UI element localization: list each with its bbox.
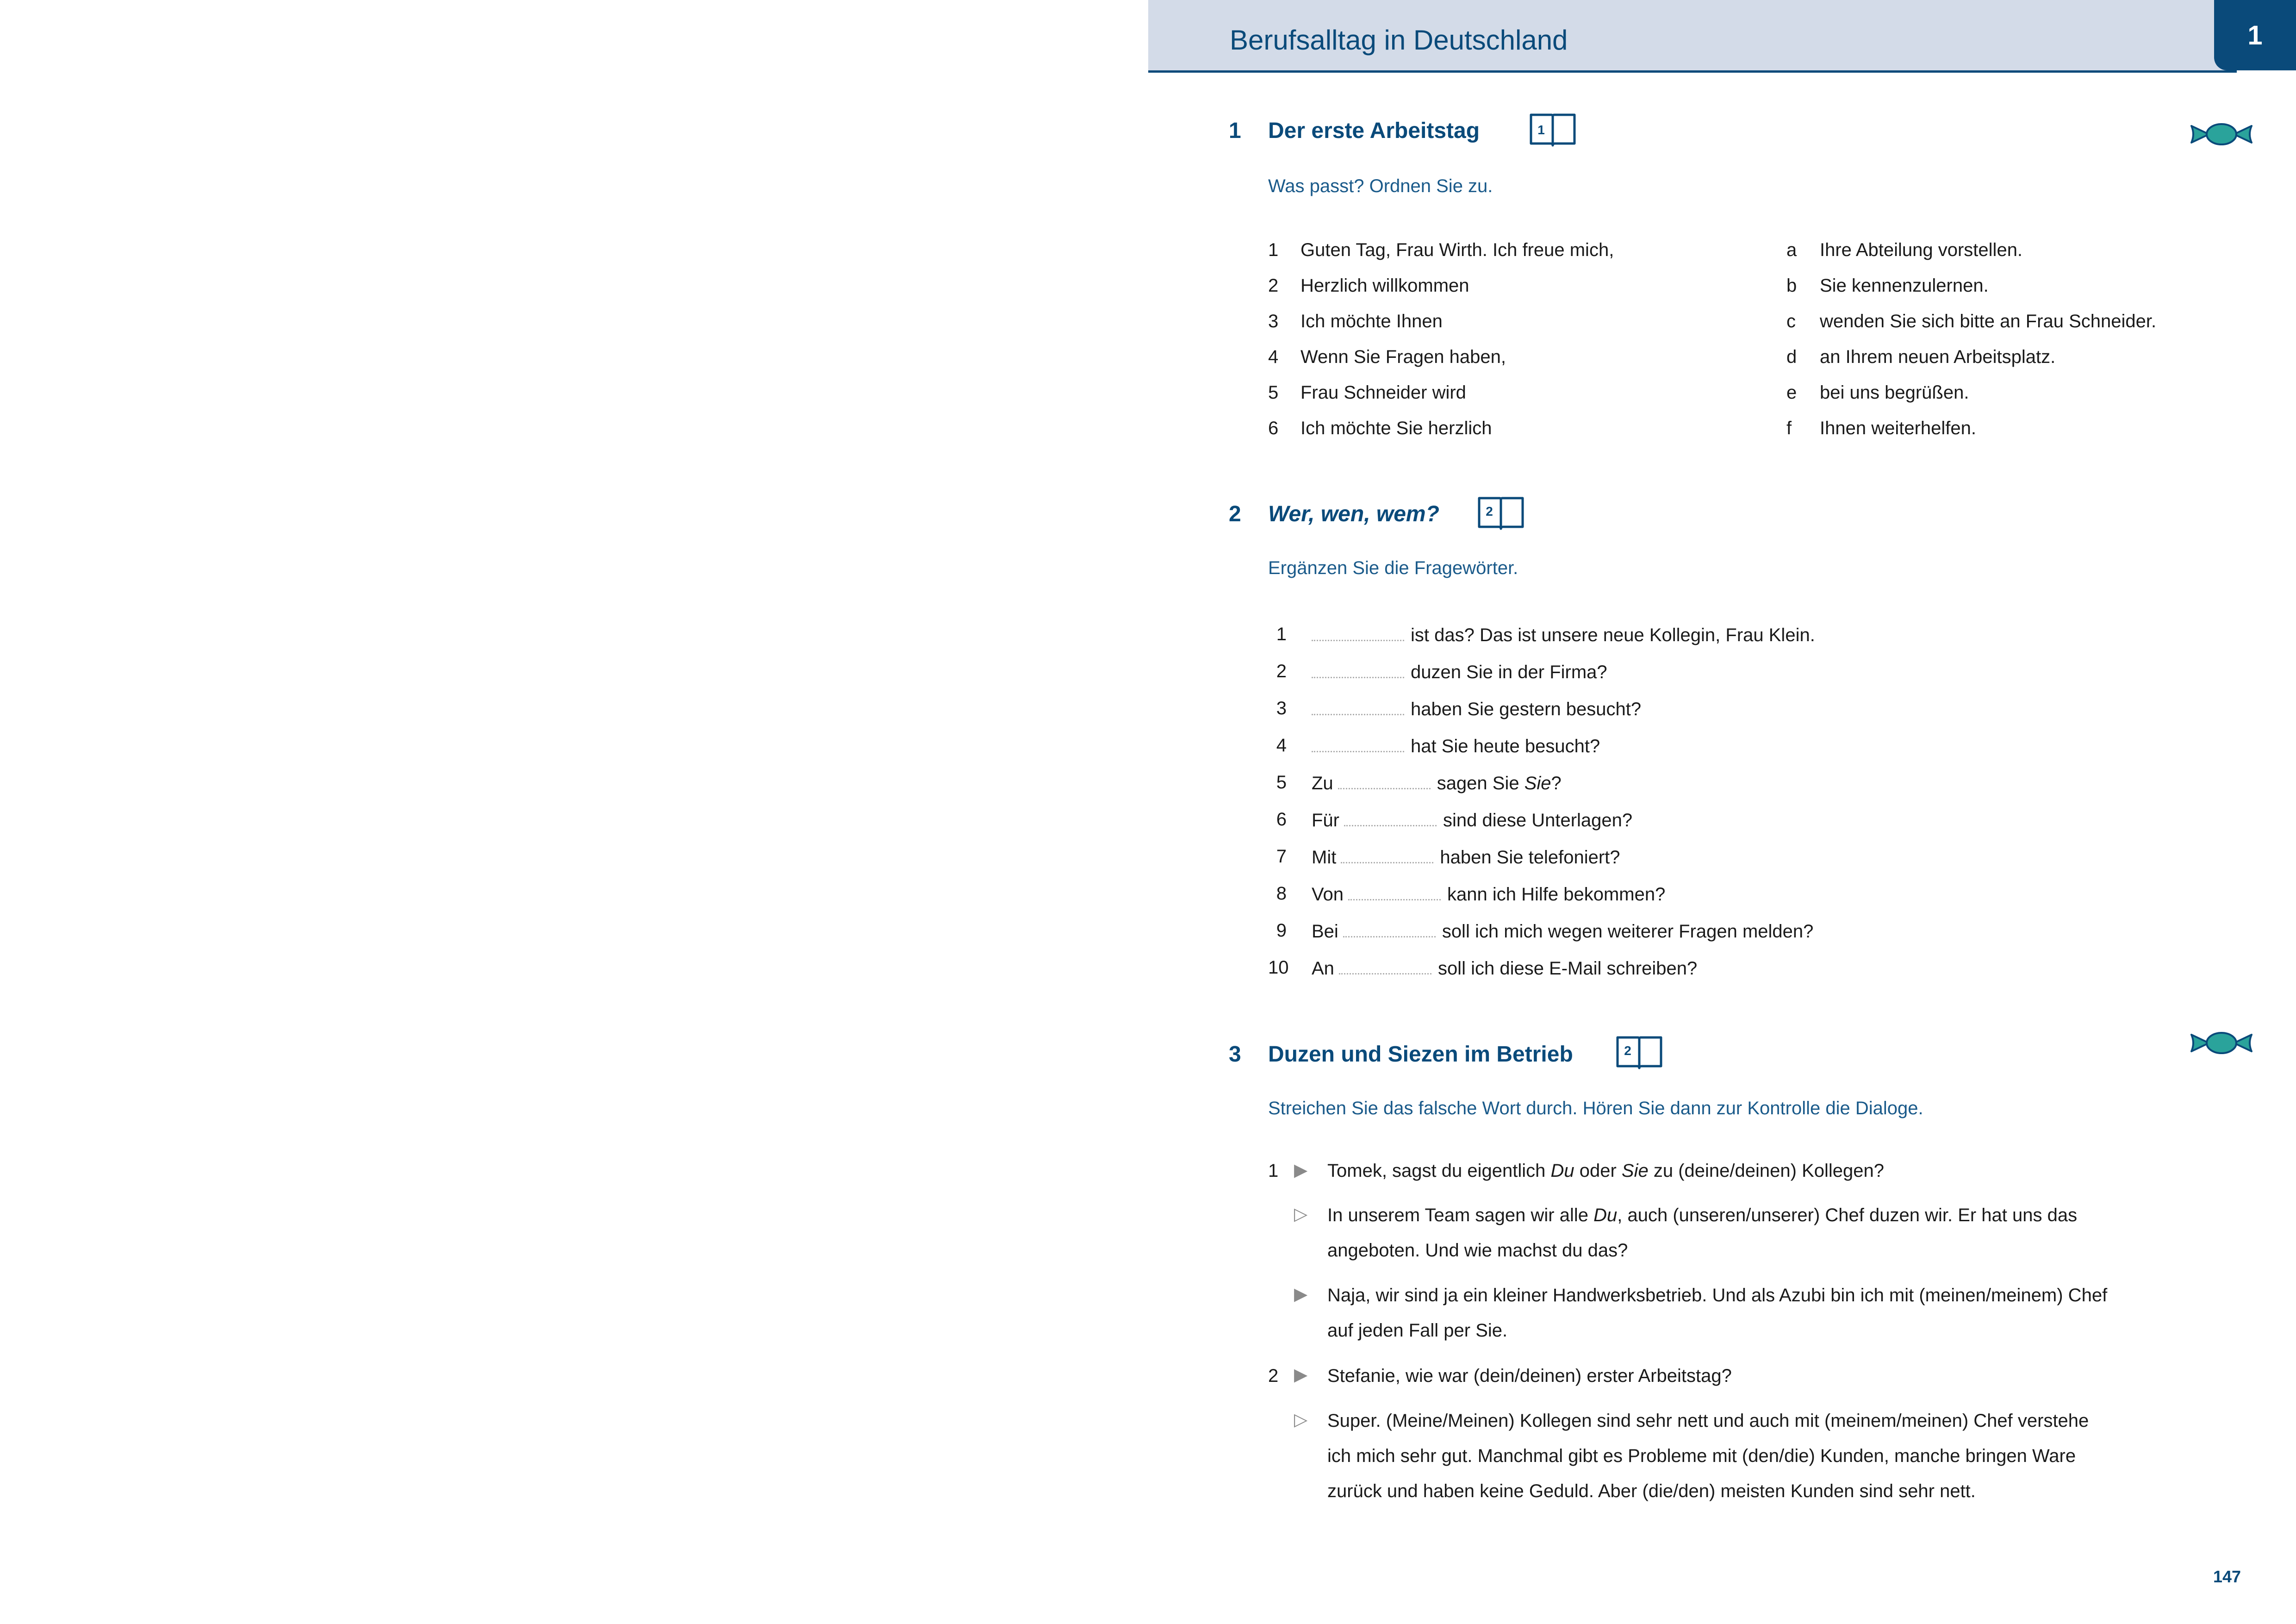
dialog-line: Naja, wir sind ja ein kleiner Handwerksbetrieb. Und als Azubi bin ich mit (meinen/meinem) Chef	[1327, 1285, 2108, 1305]
dialog-line: Tomek, sagst du eigentlich Du oder Sie zu (deine/deinen) Kollegen?	[1327, 1161, 1884, 1181]
dialog-number: 2	[1268, 1366, 1279, 1386]
book-ref-label: 1	[1537, 123, 1545, 137]
answer-blank[interactable]	[1339, 957, 1431, 974]
match-left-text: Frau Schneider wird	[1300, 382, 1466, 403]
fill-item-number: 8	[1276, 883, 1287, 904]
match-left-text: Herzlich willkommen	[1300, 275, 1469, 296]
candy-icon	[2187, 120, 2256, 148]
fill-item-number: 7	[1276, 846, 1287, 867]
fill-item-number: 4	[1276, 735, 1287, 756]
filled-triangle-icon: ▶	[1294, 1365, 1308, 1385]
fill-item	[1312, 735, 1600, 757]
match-right-letter: f	[1786, 418, 1792, 438]
book-ref-label: 2	[1624, 1043, 1631, 1058]
section-2-number: 2	[1229, 502, 1241, 526]
fill-item-number: 9	[1276, 920, 1287, 941]
match-right-text: Ihnen weiterhelfen.	[1820, 418, 1977, 438]
section-3-instruction: Streichen Sie das falsche Wort durch. Hören Sie dann zur Kontrolle die Dialoge.	[1268, 1098, 1923, 1118]
fill-item	[1312, 624, 1815, 646]
fill-item-prefix: Zu	[1312, 773, 1333, 793]
fill-item-text: ist das? Das ist unsere neue Kollegin, Frau Klein.	[1411, 625, 1815, 645]
fill-item-number: 2	[1276, 661, 1287, 681]
answer-blank[interactable]	[1312, 735, 1404, 752]
match-right-text: Sie kennenzulernen.	[1820, 275, 1989, 296]
book-icon	[1475, 494, 1526, 531]
match-right-letter: c	[1786, 311, 1796, 331]
answer-blank[interactable]	[1348, 883, 1441, 900]
section-1-title: Der erste Arbeitstag	[1268, 119, 1480, 143]
match-left-number: 6	[1268, 418, 1279, 438]
book-icon	[1527, 111, 1578, 148]
fill-item-prefix: Für	[1312, 810, 1339, 831]
fill-item	[1312, 846, 1620, 868]
match-right-text: bei uns begrüßen.	[1820, 382, 1969, 403]
answer-blank[interactable]	[1343, 920, 1436, 937]
section-1-number: 1	[1229, 119, 1241, 143]
section-3-number: 3	[1229, 1042, 1241, 1067]
match-left-number: 3	[1268, 311, 1279, 331]
match-left-number: 1	[1268, 240, 1279, 260]
match-left-text: Guten Tag, Frau Wirth. Ich freue mich,	[1300, 240, 1614, 260]
answer-blank[interactable]	[1341, 846, 1433, 863]
fill-item-text: sind diese Unterlagen?	[1443, 810, 1633, 831]
fill-item	[1312, 772, 1562, 794]
filled-triangle-icon: ▶	[1294, 1161, 1308, 1180]
fill-item	[1312, 883, 1665, 905]
answer-blank[interactable]	[1338, 772, 1431, 789]
filled-triangle-icon: ▶	[1294, 1285, 1308, 1304]
candy-icon	[2187, 1029, 2256, 1057]
fill-item-prefix: Bei	[1312, 921, 1338, 942]
match-left-number: 4	[1268, 347, 1279, 367]
fill-item	[1312, 661, 1607, 683]
fill-item	[1312, 698, 1641, 720]
fill-item-text: duzen Sie in der Firma?	[1411, 662, 1607, 682]
fill-item-text: soll ich mich wegen weiterer Fragen melden?	[1442, 921, 1814, 942]
outline-triangle-icon: ▷	[1294, 1205, 1308, 1224]
section-2-instruction: Ergänzen Sie die Fragewörter.	[1268, 558, 1518, 578]
fill-item-number: 1	[1276, 624, 1287, 644]
fill-item-text: soll ich diese E-Mail schreiben?	[1437, 958, 1698, 979]
fill-item-number: 3	[1276, 698, 1287, 718]
match-right-text: wenden Sie sich bitte an Frau Schneider.	[1820, 311, 2157, 331]
match-right-text: an Ihrem neuen Arbeitsplatz.	[1820, 347, 2056, 367]
book-ref-label: 2	[1486, 504, 1493, 518]
match-right-letter: e	[1786, 382, 1797, 403]
fill-item-prefix: Mit	[1312, 847, 1337, 868]
fill-item-number: 5	[1276, 772, 1287, 793]
fill-item	[1312, 957, 1697, 979]
section-2-title: Wer, wen, wem?	[1268, 502, 1439, 526]
answer-blank[interactable]	[1312, 661, 1404, 678]
outline-triangle-icon: ▷	[1294, 1410, 1308, 1430]
dialog-line: auf jeden Fall per Sie.	[1327, 1320, 1508, 1341]
fill-item-number: 6	[1276, 809, 1287, 830]
match-right-text: Ihre Abteilung vorstellen.	[1820, 240, 2023, 260]
section-1-instruction: Was passt? Ordnen Sie zu.	[1268, 176, 1493, 196]
fill-item-text: kann ich Hilfe bekommen?	[1447, 884, 1666, 905]
fill-item-prefix: Von	[1312, 884, 1344, 905]
fill-item-number: 10	[1268, 957, 1289, 978]
answer-blank[interactable]	[1312, 624, 1404, 641]
dialog-line: In unserem Team sagen wir alle Du, auch (unseren/unserer) Chef duzen wir. Er hat uns das	[1327, 1205, 2078, 1225]
fill-item	[1312, 809, 1632, 831]
dialog-line: ich mich sehr gut. Manchmal gibt es Probleme mit (den/die) Kunden, manche bringen Ware	[1327, 1446, 2076, 1466]
dialog-line: Stefanie, wie war (dein/deinen) erster Arbeitstag?	[1327, 1366, 1732, 1386]
answer-blank[interactable]	[1312, 698, 1404, 715]
book-icon	[1614, 1034, 1665, 1071]
fill-item-text: haben Sie gestern besucht?	[1411, 699, 1642, 719]
dialog-line: angeboten. Und wie machst du das?	[1327, 1240, 1628, 1261]
match-left-text: Ich möchte Ihnen	[1300, 311, 1443, 331]
fill-item-text: hat Sie heute besucht?	[1411, 736, 1600, 756]
fill-item-suffix: ?	[1551, 773, 1562, 793]
section-3-title: Duzen und Siezen im Betrieb	[1268, 1042, 1573, 1067]
match-left-number: 2	[1268, 275, 1279, 296]
fill-item-italic: Sie	[1524, 773, 1551, 793]
dialog-number: 1	[1268, 1161, 1279, 1181]
dialog-line: zurück und haben keine Geduld. Aber (die/den) meisten Kunden sind sehr nett.	[1327, 1481, 1976, 1501]
match-right-letter: d	[1786, 347, 1797, 367]
match-right-letter: b	[1786, 275, 1797, 296]
page-number: 147	[2213, 1567, 2241, 1586]
match-left-text: Wenn Sie Fragen haben,	[1300, 347, 1506, 367]
chapter-number-tab: 1	[2214, 0, 2296, 70]
chapter-title: Berufsalltag in Deutschland	[1230, 25, 1568, 56]
match-right-letter: a	[1786, 240, 1797, 260]
fill-item-text: sagen Sie	[1437, 773, 1524, 793]
fill-item-text: haben Sie telefoniert?	[1440, 847, 1620, 868]
match-left-text: Ich möchte Sie herzlich	[1300, 418, 1492, 438]
fill-item	[1312, 920, 1813, 942]
fill-item-prefix: An	[1312, 958, 1334, 979]
dialog-line: Super. (Meine/Meinen) Kollegen sind sehr nett und auch mit (meinem/meinen) Chef verstehe	[1327, 1411, 2089, 1431]
answer-blank[interactable]	[1344, 809, 1437, 826]
match-left-number: 5	[1268, 382, 1279, 403]
